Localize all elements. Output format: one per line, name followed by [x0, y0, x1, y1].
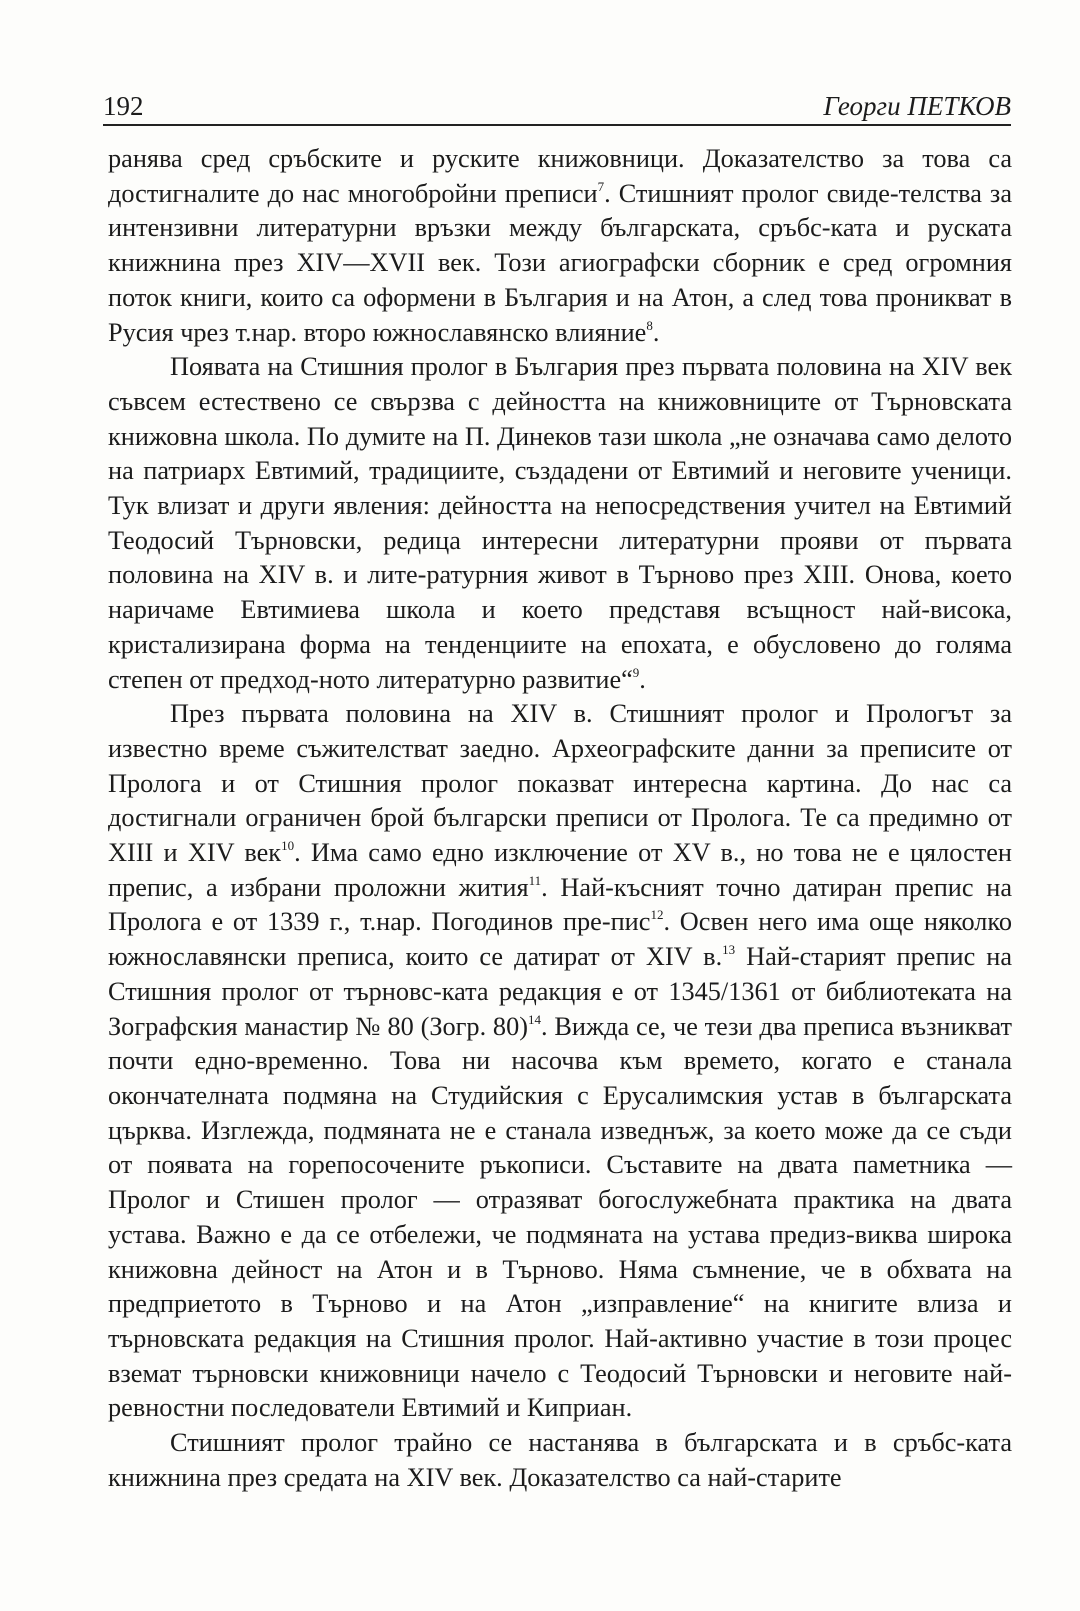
paragraph	[108, 697, 1012, 1426]
text-run: ранява сред сръбските и руските книжовници. Доказателство за това са достигналите до нас многобройни преписи	[108, 144, 1012, 208]
page-number: 192	[103, 91, 144, 121]
footnote-ref[interactable]: 8	[646, 317, 653, 333]
text-run: . Най-късният точно датиран препис на Пролога е от 1339 г., т.нар. Погодинов пре-пис	[108, 872, 1012, 937]
body-text	[108, 142, 1012, 1495]
text-run: Стишният пролог трайно се настанява в българската и в сръбс-ката книжнина през средата на XIV век. Доказателство са най-старите	[108, 1428, 1012, 1492]
text-run: Най-старият препис на Стишния пролог от търновс-ката редакция е от 1345/1361 от библиотеката на Зографския манастир № 80 (Зогр. 80)	[108, 942, 1012, 1041]
text-run: Появата на Стишния пролог в България през първата половина на XIV век съвсем естествено се свързва с дейността на книжовниците от Търновската книжовна школа. По думите на П. Динеков тази школа „не означава само делото на патриарх Евтимий, традициите, създадени от Евтимий и неговите ученици. Тук влизат и други явления: дейността на непосредствения учител на Евтимий Теодосий Търновски, редица интересни литературни прояви от първата половина на XIV в. и лите-ратурния живот в Търново през XIII. Онова, което наричаме Евтимиева школа и което представя всъщност най-висока, кристализирана форма на тенденциите на епохата, е обусловено до голяма степен от предход-ното литературно развитие“	[108, 352, 1012, 694]
footnote-ref[interactable]: 14	[528, 1011, 541, 1027]
paragraph	[108, 350, 1012, 697]
running-head-author: Георги ПЕТКОВ	[823, 91, 1011, 121]
text-run: . Стишният пролог свиде-телства за интензивни литературни връзки между българската, сръбс-ката и руската книжнина през XIV—XVII век. Този агиографски сборник е сред огромния поток книги, които са оформени в България и на Атон, а след това проникват в Русия чрез т.нар. второ южнославянско влияние	[108, 178, 1012, 347]
footnote-ref[interactable]: 13	[722, 942, 736, 958]
footnote-ref[interactable]: 9	[632, 664, 640, 680]
footnote-ref[interactable]: 12	[650, 907, 664, 923]
paragraph	[108, 1426, 1012, 1495]
text-run: През първата половина на XIV в. Стишният пролог и Прологът за известно време съжителстват заедно. Археографските данни за преписите от Пролога и от Стишния пролог показват интересна картина. До нас са достигнали ограничен брой български преписи от Пролога. Те са предимно от XIII и XIV век	[108, 699, 1012, 868]
page-header	[103, 78, 1011, 128]
text-run: .	[639, 664, 646, 694]
header-rule	[103, 124, 1011, 126]
text-run: . Вижда се, че тези два преписа възникват почти едно-временно. Това ни насочва към времето, когато е станала окончателната подмяна на Студийския с Ерусалимския устав в българската църква. Изглежда, подмяната не е станала изведнъж, за което може да се съди от появата на горепосочените ръкописи. Съставите на двата паметника — Пролог и Стишен пролог — отразяват богослужебната практика на двата устава. Важно е да се отбележи, че подмяната на устава предиз-виква широка книжовна дейност на Атон и в Търново. Няма съмнение, че в обхвата на предприетото в Търново и на Атон „изправление“ на книгите влиза и търновската редакция на Стишния пролог. Най-активно участие в този процес вземат търновски книжовници начело с Теодосий Търновски и неговите най-ревностни последователи Евтимий и Киприан.	[108, 1011, 1013, 1423]
text-run: . Освен него има още няколко южнославянски преписа, които се датират от XIV в.	[108, 907, 1012, 972]
footnote-ref[interactable]: 11	[528, 872, 542, 888]
text-run: .	[652, 317, 660, 347]
footnote-ref[interactable]: 10	[281, 838, 295, 854]
text-run: . Има само едно изключение от XV в., но това не е цялостен препис, а избрани проложни жития	[108, 838, 1012, 902]
footnote-ref[interactable]: 7	[597, 178, 605, 194]
paragraph	[108, 142, 1012, 350]
